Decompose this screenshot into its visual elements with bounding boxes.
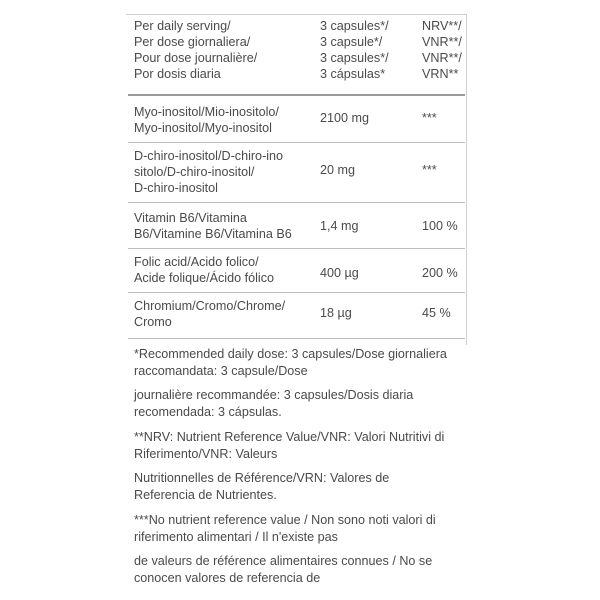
nutrient-name-line: Myo-inositol/Myo-inositol [134, 121, 272, 135]
nrv-header-es: VRN** [422, 67, 459, 81]
nutrient-name [134, 298, 285, 330]
nutrient-name-line: sitolo/D-chiro-inositol/ [134, 165, 255, 179]
nutrient-name [134, 104, 279, 136]
serving-amount [320, 18, 389, 82]
nutrient-name [134, 148, 283, 196]
header-divider [128, 94, 465, 96]
nutrient-amount: 2100 mg [320, 111, 370, 125]
footnote-line: conocen valores de referencia de [134, 571, 321, 585]
nrv-header-en: NRV**/ [422, 19, 462, 33]
row-divider [128, 142, 465, 143]
nutrient-nrv: 100 % [422, 219, 458, 233]
nutrient-amount: 18 µg [320, 306, 352, 320]
footnote-line: **NRV: Nutrient Reference Value/VNR: Valori Nutritivi di [134, 430, 445, 444]
nutrient-name [134, 210, 292, 242]
table-bottom-divider [128, 338, 465, 339]
footnote-line: *Recommended daily dose: 3 capsules/Dose giornaliera [134, 347, 447, 361]
nrv-header [422, 18, 462, 82]
serving-amount-en: 3 capsules*/ [320, 19, 389, 33]
nutrient-nrv: *** [422, 163, 437, 177]
footnote-line: ***No nutrient reference value / Non sono noti valori di [134, 513, 436, 527]
serving-label-fr: Pour dose journalière/ [134, 51, 258, 65]
footnote-line: riferimento alimentari / Il n'existe pas [134, 530, 338, 544]
serving-amount-it: 3 capsule*/ [320, 35, 383, 49]
nutrient-nrv: 200 % [422, 266, 458, 280]
footnote-line: journalière recommandée: 3 capsules/Dosis diaria [134, 388, 414, 402]
nutrient-name-line: Cromo [134, 315, 172, 329]
nutrient-name-line: Vitamin B6/Vitamina [134, 211, 247, 225]
footnote-line: recomendada: 3 cápsulas. [134, 405, 282, 419]
serving-label-it: Per dose giornaliera/ [134, 35, 251, 49]
nrv-header-it: VNR**/ [422, 35, 462, 49]
row-divider [128, 292, 465, 293]
nutrient-nrv: 45 % [422, 306, 451, 320]
nutrient-name-line: D-chiro-inositol [134, 181, 218, 195]
nutrient-name-line: Chromium/Cromo/Chrome/ [134, 299, 286, 313]
nutrient-name [134, 254, 274, 286]
nutrient-name-line: Myo-inositol/Mio-inositolo/ [134, 105, 279, 119]
serving-amount-fr: 3 capsules*/ [320, 51, 389, 65]
nutrient-name-line: B6/Vitamine B6/Vitamina B6 [134, 227, 292, 241]
nutrient-name-line: Acide folique/Ácido fólico [134, 271, 275, 285]
footnote-line: de valeurs de référence alimentaires connues / No se [134, 554, 433, 568]
row-divider [128, 248, 465, 249]
row-divider [128, 202, 465, 203]
serving-label-en: Per daily serving/ [134, 19, 231, 33]
nutrient-amount: 1,4 mg [320, 219, 359, 233]
nutrient-name-line: Folic acid/Acido folico/ [134, 255, 259, 269]
serving-label [134, 18, 257, 82]
nutrient-amount: 400 µg [320, 266, 359, 280]
nutrient-amount: 20 mg [320, 163, 356, 177]
footnote-line: Nutritionnelles de Référence/VRN: Valores de [134, 471, 390, 485]
footnote-line: Referencia de Nutrientes. [134, 488, 277, 502]
nutrient-name-line: D-chiro-inositol/D-chiro-ino [134, 149, 284, 163]
footnote-line: raccomandata: 3 capsule/Dose [134, 364, 308, 378]
serving-amount-es: 3 cápsulas* [320, 67, 386, 81]
footnote-line: Riferimento/VNR: Valeurs [134, 447, 278, 461]
nutrient-nrv: *** [422, 111, 437, 125]
nrv-header-fr: VNR**/ [422, 51, 462, 65]
serving-label-es: Por dosis diaria [134, 67, 221, 81]
